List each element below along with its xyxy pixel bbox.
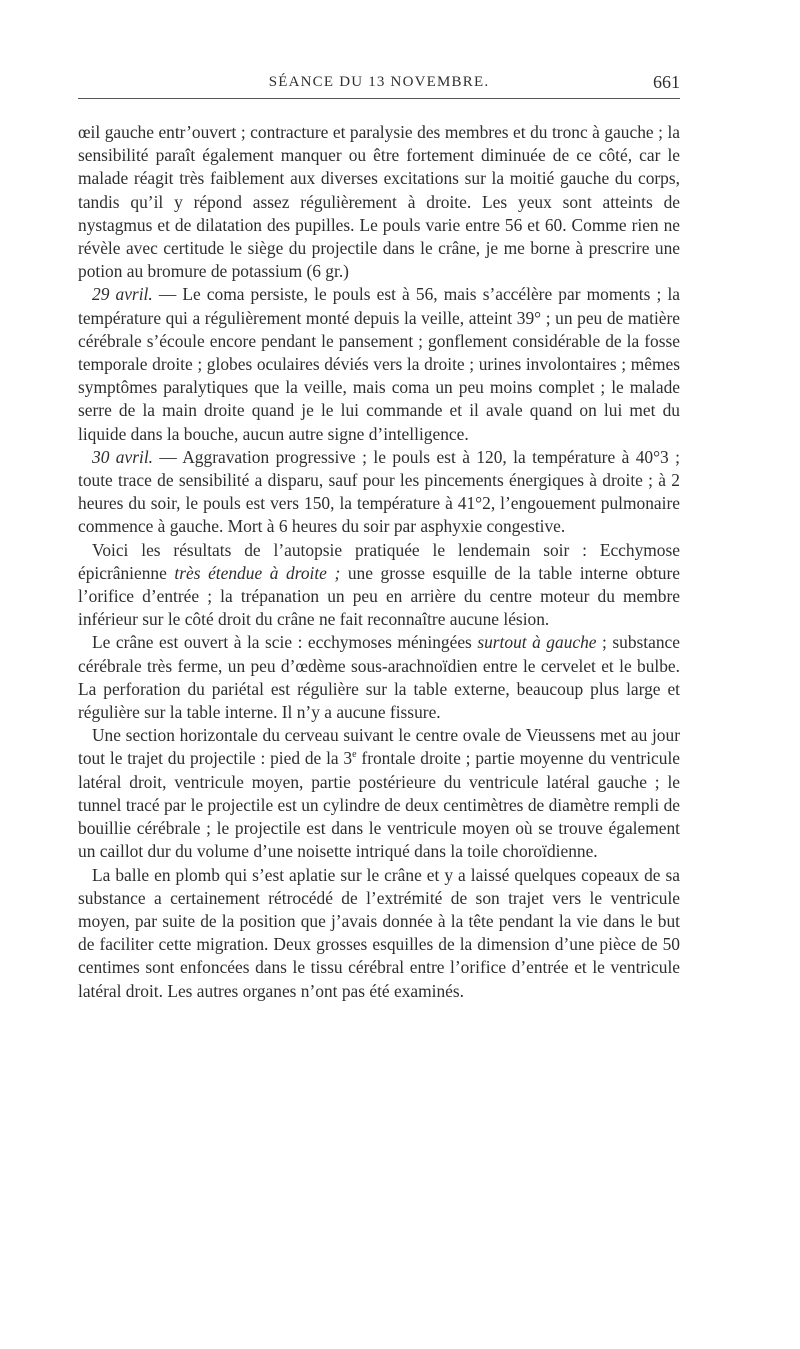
paragraph-7 bbox=[78, 864, 680, 1003]
paragraph-5 bbox=[78, 631, 680, 724]
paragraph-5-emphasis: surtout à gauche bbox=[477, 632, 597, 653]
paragraph-5-text-a: Le crâne est ouvert à la scie : ecchymoses méningées bbox=[92, 632, 478, 653]
body-text bbox=[78, 121, 680, 1003]
paragraph-6-text-b: frontale droite ; partie moyenne du ventricule latéral droit, ventricule moyen, partie postérieure du ventricule latéral gauche ; le tunnel tracé par le projectile est un cylindre de deux centimètres de diamètre rempli de bouillie cérébrale ; le projectile est dans le ventricule moyen où se trouve également un caillot dur du volume d’une noisette intriqué dans la toile choroïdienne. bbox=[78, 748, 681, 862]
page-number: 661 bbox=[653, 72, 680, 92]
paragraph-1-text: œil gauche entr’ouvert ; contracture et paralysie des membres et du tronc à gauche ; la sensibilité paraît également manquer ou être fortement diminuée de ce côté, car le malade réagit très faiblement aux diverses excitations sur la moitié gauche du corps, tandis qu’il y répond assez régulièrement à droite. Les yeux sont atteints de nystagmus et de dilatation des pupilles. Le pouls varie entre 56 et 60. Comme rien ne révèle avec certitude le siège du projectile dans le crâne, je me borne à prescrire une potion au bromure de potassium (6 gr.) bbox=[78, 122, 680, 282]
paragraph-4-text-b: une grosse esquille de la table interne obture l’orifice d’entrée ; la trépanation un peu en arrière du centre moteur du membre inférieur sur le côté droit du crâne ne fait reconnaître aucune lésion. bbox=[78, 562, 681, 630]
paragraph-6-superscript: e bbox=[352, 749, 357, 761]
paragraph-4-text-a: Voici les résultats de l’autopsie pratiquée le lendemain soir : Ecchymose épicrânienne bbox=[78, 539, 680, 583]
paragraph-1 bbox=[78, 121, 680, 283]
paragraph-3-text: — Aggravation progressive ; le pouls est à 120, la température à 40°3 ; toute trace de sensibilité a disparu, sauf pour les pincements énergiques à droite ; à 2 heures du soir, le pouls est vers 150, la température à 41°2, l’engouement pulmonaire commence à gauche. Mort à 6 heures du soir par asphyxie congestive. bbox=[78, 446, 680, 537]
paragraph-6 bbox=[78, 724, 680, 863]
paragraph-7-text: La balle en plomb qui s’est aplatie sur le crâne et y a laissé quelques copeaux de sa substance a certainement rétrocédé de l’extrémité de son trajet vers le ventricule moyen, par suite de la position que j’avais donnée à la tête pendant la vie dans le but de faciliter cette migration. Deux grosses esquilles de la dimension d’une pièce de 50 centimes sont enfoncées dans le tissu cérébral entre l’orifice d’entrée et le ventricule latéral droit. Les autres organes n’ont pas été examinés. bbox=[78, 864, 680, 1001]
entry-date-30-avril: 30 avril. bbox=[92, 446, 153, 467]
running-title: SÉANCE DU 13 NOVEMBRE. bbox=[268, 74, 490, 90]
paragraph-4-emphasis: très étendue à droite ; bbox=[174, 562, 341, 583]
paragraph-2 bbox=[78, 283, 680, 445]
paragraph-6-text-a: Une section horizontale du cerveau suivant le centre ovale de Vieussens met au jour tout le trajet du projectile : pied de la 3 bbox=[78, 725, 680, 769]
paragraph-2-text: — Le coma persiste, le pouls est à 56, mais s’accélère par moments ; la température qui a régulièrement monté depuis la veille, atteint 39° ; un peu de matière cérébrale s’écoule encore pendant le pansement ; gonflement considérable de la fosse temporale droite ; globes oculaires déviés vers la droite ; urines involontaires ; mêmes symptômes paralytiques que la veille, mais coma un peu moins complet ; le malade serre de la main droite quand je le lui commande et il avale quand on lui met du liquide dans la bouche, aucun autre signe d’intelligence. bbox=[78, 284, 680, 444]
paragraph-3 bbox=[78, 446, 680, 539]
entry-date-29-avril: 29 avril. bbox=[92, 284, 153, 305]
running-head bbox=[78, 72, 680, 99]
paragraph-5-text-b: ; substance cérébrale très ferme, un peu d’œdème sous-arachnoïdien entre le cervelet et le bulbe. La perforation du pariétal est régulière sur la table externe, beaucoup plus large et régulière sur la table interne. Il n’y a aucune fissure. bbox=[78, 632, 680, 723]
book-page bbox=[78, 72, 680, 1003]
paragraph-4 bbox=[78, 539, 680, 632]
